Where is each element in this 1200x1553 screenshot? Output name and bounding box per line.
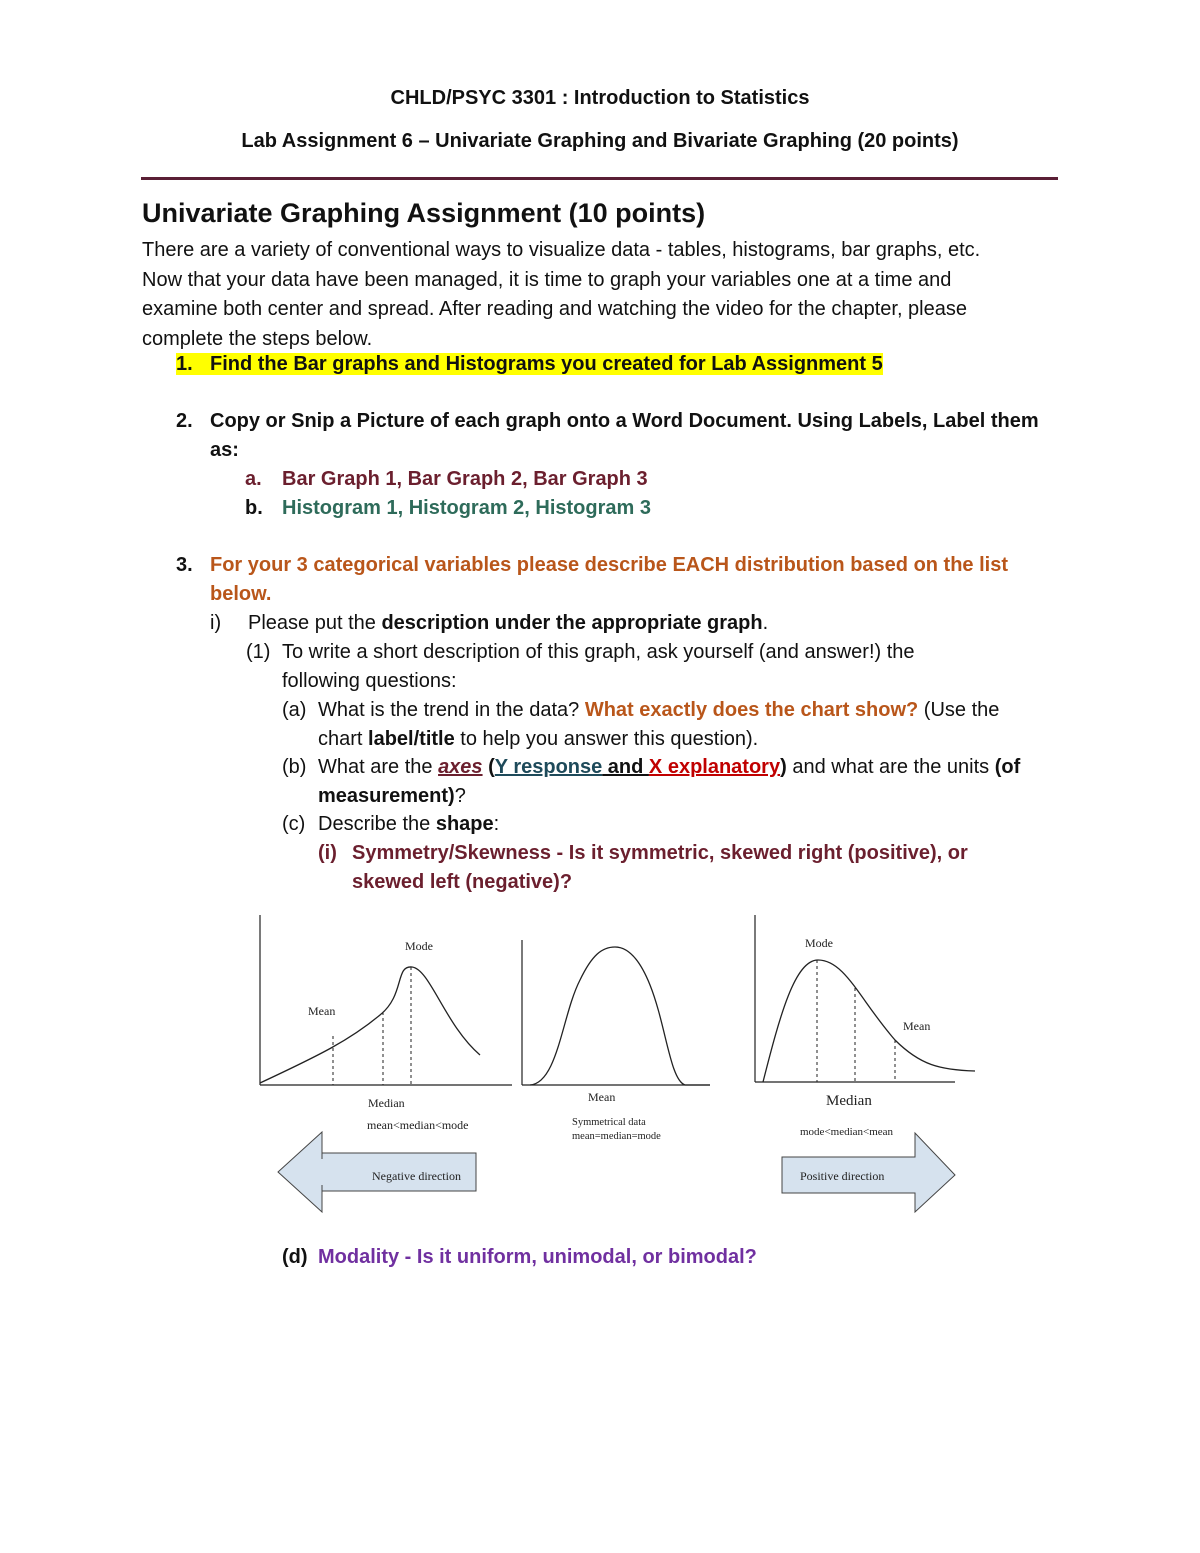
- question-d: [282, 1243, 757, 1272]
- step-1-sub-text: To write a short description of this graph, ask yourself (and answer!) the: [282, 641, 915, 663]
- step-2a: [245, 465, 648, 494]
- right-mode-label: Mode: [805, 936, 833, 950]
- center-curve: [530, 947, 710, 1085]
- question-b-and: and: [602, 756, 649, 778]
- left-mean-label: Mean: [308, 1004, 336, 1018]
- question-b-x: X explanatory: [648, 756, 781, 778]
- center-caption-2: mean=median=mode: [572, 1131, 661, 1142]
- question-a-cont-bold: label/title: [368, 728, 455, 750]
- question-a-highlight: What exactly does the chart show?: [584, 699, 919, 721]
- left-relation: mean<median<mode: [367, 1118, 469, 1132]
- step-2a-text: Bar Graph 1, Bar Graph 2, Bar Graph 3: [282, 468, 648, 490]
- negative-direction-label: Negative direction: [372, 1169, 461, 1183]
- question-c-i-continued: [352, 868, 572, 897]
- question-b-cont-post: ?: [454, 785, 466, 807]
- positive-direction-label: Positive direction: [800, 1169, 885, 1183]
- question-c-i: [318, 839, 968, 868]
- step-1: [176, 350, 883, 379]
- right-mean-label: Mean: [903, 1019, 931, 1033]
- right-median-label: Median: [826, 1093, 872, 1109]
- symmetric-graph: [522, 940, 710, 1142]
- section-title: Univariate Graphing Assignment (10 points): [142, 198, 706, 228]
- question-a: [282, 696, 999, 725]
- step-2-text-cont: as:: [210, 439, 239, 461]
- step-2-text: Copy or Snip a Picture of each graph onto a Word Document. Using Labels, Label them: [210, 410, 1039, 432]
- right-relation: mode<median<mean: [800, 1126, 894, 1138]
- course-title: CHLD/PSYC 3301 : Introduction to Statistics: [390, 87, 810, 109]
- question-b-number: (b): [282, 756, 307, 778]
- question-b: [282, 753, 1020, 782]
- step-3-continued: [210, 580, 271, 609]
- step-3-i-1-continued: [282, 667, 457, 696]
- question-b-axes: axes: [438, 756, 483, 778]
- question-b-paren-close: ): [780, 756, 787, 778]
- question-a-cont-post: to help you answer this question).: [454, 728, 759, 750]
- intro-paragraph: [142, 236, 1062, 354]
- step-2-number: 2.: [176, 410, 193, 432]
- step-3-i-text: Please put the: [248, 612, 382, 634]
- intro-line: Now that your data have been managed, it is time to graph your variables one at a time and: [142, 268, 952, 291]
- step-3: [176, 551, 1008, 580]
- question-a-number: (a): [282, 699, 307, 721]
- question-c-i-text: Symmetry/Skewness - Is it symmetric, skewed right (positive), or: [352, 842, 968, 864]
- right-curve: [763, 960, 975, 1082]
- step-2a-number: a.: [245, 468, 262, 490]
- intro-line: complete the steps below.: [142, 327, 373, 350]
- question-c-i-text-cont: skewed left (negative)?: [352, 871, 573, 893]
- step-2: [176, 407, 1039, 436]
- left-curve: [260, 967, 480, 1083]
- step-1-number: 1.: [176, 353, 193, 375]
- question-b-text: What are the: [318, 756, 439, 778]
- left-median-label: Median: [368, 1096, 405, 1110]
- lab-title: Lab Assignment 6 – Univariate Graphing and Bivariate Graphing (20 points): [241, 130, 959, 152]
- left-skewed-graph: [260, 915, 512, 1212]
- question-c: [282, 810, 499, 839]
- center-caption-1: Symmetrical data: [572, 1117, 646, 1128]
- step-1-sub-text-cont: following questions:: [282, 670, 457, 692]
- step-2b-text: Histogram 1, Histogram 2, Histogram 3: [282, 497, 651, 519]
- question-a-end: (Use the: [918, 699, 1000, 721]
- step-2b-number: b.: [245, 497, 263, 519]
- skewness-figure: [240, 905, 980, 1225]
- right-skewed-graph: [755, 915, 975, 1212]
- step-3-i: [210, 609, 768, 638]
- intro-line: examine both center and spread. After reading and watching the video for the chapter, please: [142, 298, 967, 320]
- step-3-i-end: .: [762, 612, 769, 634]
- question-c-number: (c): [282, 813, 306, 835]
- question-b-continued: [318, 782, 466, 811]
- step-3-i-number: i): [210, 612, 222, 634]
- question-b-of: (of: [994, 756, 1021, 778]
- center-mean-label: Mean: [588, 1090, 616, 1104]
- left-mode-label: Mode: [405, 939, 433, 953]
- step-3-text-cont: below.: [210, 583, 272, 605]
- question-a-continued: [318, 725, 758, 754]
- step-2b: [245, 494, 651, 523]
- question-d-number: (d): [282, 1246, 308, 1268]
- question-b-y: Y response: [494, 756, 603, 778]
- question-a-text: What is the trend in the data?: [318, 699, 585, 721]
- step-1-sub-number: (1): [246, 641, 271, 663]
- step-3-number: 3.: [176, 554, 193, 576]
- question-b-mid: and what are the units: [786, 756, 995, 778]
- intro-line: There are a variety of conventional ways to visualize data - tables, histograms, bar graphs, etc.: [142, 239, 981, 261]
- question-c-end: :: [493, 813, 500, 835]
- question-c-bold: shape: [435, 813, 494, 835]
- question-a-cont-pre: chart: [318, 728, 369, 750]
- question-d-text: Modality - Is it uniform, unimodal, or bimodal?: [318, 1246, 757, 1268]
- question-b-cont-bold: measurement): [318, 785, 455, 807]
- step-1-text: Find the Bar graphs and Histograms you created for Lab Assignment 5: [210, 353, 883, 375]
- question-b-paren-open: (: [482, 756, 495, 778]
- step-3-i-1: [246, 638, 915, 667]
- step-2-continued: [210, 436, 239, 465]
- question-c-text: Describe the: [318, 813, 436, 835]
- step-3-text: For your 3 categorical variables please describe EACH distribution based on the list: [210, 554, 1009, 576]
- question-c-i-number: (i): [318, 842, 337, 864]
- header-divider: [141, 177, 1058, 180]
- step-3-i-bold: description under the appropriate graph: [381, 612, 763, 634]
